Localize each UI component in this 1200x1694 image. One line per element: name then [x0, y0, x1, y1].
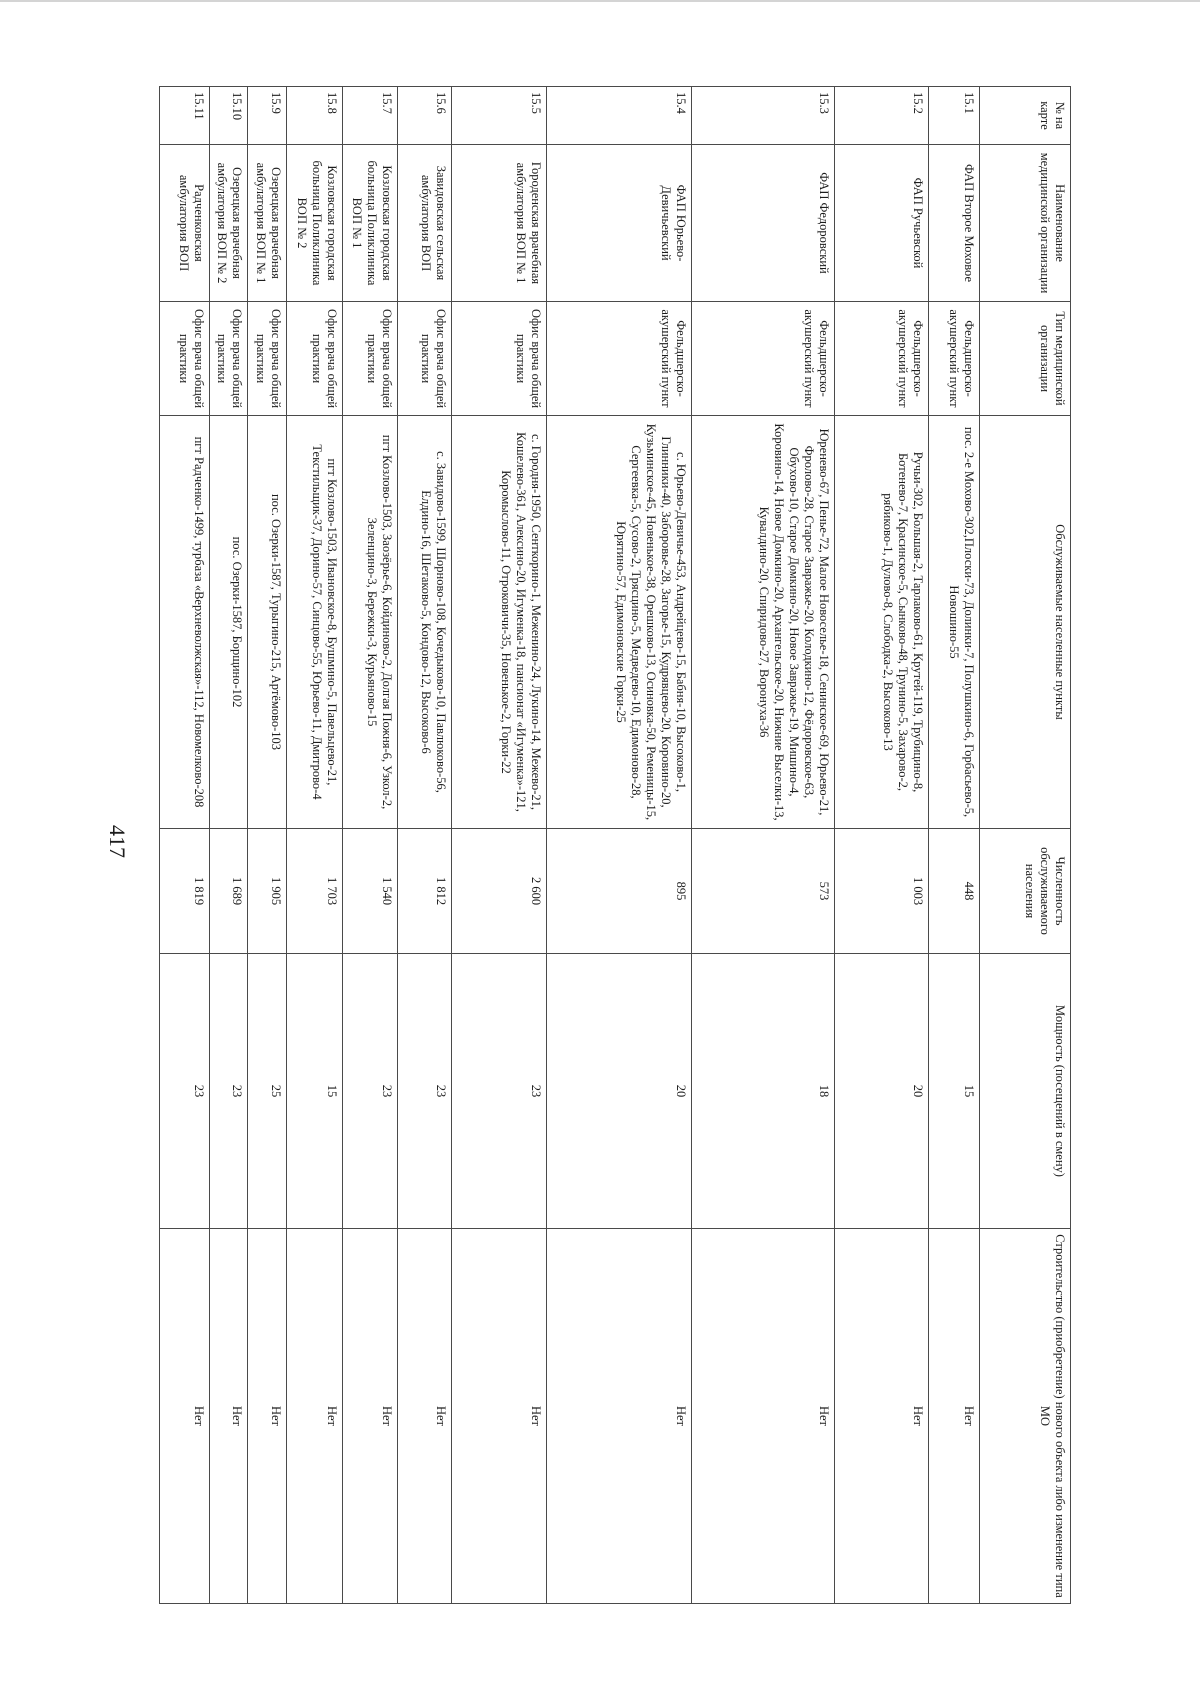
table-row — [452, 87, 547, 1604]
cell-points: пгт Козлово-1503, Ивановское-8, Бушмино-5, Павельцево-21, Текстильщик-37, Дорино-57, Синцово-55, Юрьево-11, Дмитрово-4 — [287, 416, 343, 829]
medical-organizations-table — [159, 86, 1071, 1604]
cell-capacity: 20 — [547, 954, 692, 1229]
cell-type: Офис врача общей практики — [248, 302, 287, 416]
cell-name: Завидовская сельская амбулатория ВОП — [398, 145, 452, 302]
cell-population: 1 540 — [343, 829, 398, 954]
table-header-row — [980, 87, 1071, 1604]
cell-num: 15.4 — [547, 87, 692, 145]
cell-num: 15.11 — [160, 87, 210, 145]
cell-points: пгт Радченко-1499, турбаза «Верхневолжская»-112, Новомелково-208 — [160, 416, 210, 829]
cell-points: с. Юрьево-Девичье-453, Андрейцево-15, Бабня-10, Высоково-1, Глинники-40, Заборовье-28, Загорье-15, Кудрявцево-20, Коровино-20, Кузьминское-45, Новенькое-38, Орешково-13, Осиновка-50, Ременицы-15, Сергеевка-5, Сусово-2, Трясцино-5, Медведево-10, Едимоново-28, Юрятино-57, Едимоновские Горки-25 — [547, 416, 692, 829]
table-row — [547, 87, 692, 1604]
cell-capacity: 25 — [248, 954, 287, 1229]
cell-points: пос. Озерки-1587, Турыгино-215, Артёмово-103 — [248, 416, 287, 829]
cell-points: с. Городня-1950, Сенткорино-1, Меженино-24, Лукино-14, Межево-21, Кошелево-361, Алексино-20, Игуменка-18, пансионат «Игуменка»-121, Коромыслово-11, Отроковичи-35, Новенькое-2, Горки-22 — [452, 416, 547, 829]
cell-population: 448 — [929, 829, 980, 954]
header-points: Обслуживаемые населенные пункты — [980, 416, 1071, 829]
cell-construction: Нет — [452, 1229, 547, 1604]
header-type: Тип медицинской организации — [980, 302, 1071, 416]
cell-construction: Нет — [929, 1229, 980, 1604]
cell-construction: Нет — [287, 1229, 343, 1604]
cell-points: с. Завидово-1599, Шорново-108, Кочедыково-10, Павлюково-56, Елдино-16, Шетаково-5, Кондово-12, Высоково-6 — [398, 416, 452, 829]
cell-type: Офис врача общей практики — [160, 302, 210, 416]
header-capacity: Мощность (посещений в смену) — [980, 954, 1071, 1229]
cell-construction: Нет — [210, 1229, 248, 1604]
cell-points: пос. 2-е Мохово-302,Плоски-73, Долинки-7, Полушкино-6, Горбасьево-5, Новошино-55 — [929, 416, 980, 829]
table-row — [210, 87, 248, 1604]
cell-population: 895 — [547, 829, 692, 954]
cell-points: пос. Озерки-1587, Борщино-102 — [210, 416, 248, 829]
cell-capacity: 15 — [287, 954, 343, 1229]
table-row — [287, 87, 343, 1604]
cell-population: 1 003 — [835, 829, 929, 954]
cell-capacity: 23 — [343, 954, 398, 1229]
cell-points: Ручьи-302, Большая-2, Тарлаково-61, Крутей-119, Трубицино-8, Ботенево-7, Красинское-5, Сынково-48, Трунино-5, Захарово-2, рябиково-1, Дулово-8, Слободка-2, Высоково-13 — [835, 416, 929, 829]
cell-points: пгт Козлово-1503, Заозёрье-6, Койдиново-2, Долгая Пожня-6, Узкол-2, Зеленцино-3, Бережки-3, Курьяново-15 — [343, 416, 398, 829]
table-row — [343, 87, 398, 1604]
cell-capacity: 15 — [929, 954, 980, 1229]
cell-name: ФАП Ручьевской — [835, 145, 929, 302]
cell-type: Фельдшерско-акушерский пункт — [835, 302, 929, 416]
table-row — [835, 87, 929, 1604]
cell-type: Фельдшерско-акушерский пункт — [547, 302, 692, 416]
cell-construction: Нет — [692, 1229, 835, 1604]
cell-population: 1 905 — [248, 829, 287, 954]
cell-type: Офис врача общей практики — [287, 302, 343, 416]
cell-capacity: 23 — [452, 954, 547, 1229]
table-row — [929, 87, 980, 1604]
cell-capacity: 20 — [835, 954, 929, 1229]
cell-capacity: 23 — [160, 954, 210, 1229]
cell-construction: Нет — [160, 1229, 210, 1604]
cell-name: ФАП Второе Моховое — [929, 145, 980, 302]
cell-num: 15.1 — [929, 87, 980, 145]
cell-points: Юренево-67, Пенье-72, Малое Новоселье-18, Сенинское-69, Юрьево-21, Фролово-28, Старое Завражье-20, Колодкино-12, Фёдоровское-63, Обухово-10, Старое Домкино-20, Новое Завражье-19, Мишино-4, Коровино-14, Новое Домкино-20, Архангельское-20, Нижние Выселки-13, Кувалдино-20, Спиридово-27, Воронуха-36 — [692, 416, 835, 829]
cell-population: 1 819 — [160, 829, 210, 954]
page-number: 417 — [105, 825, 130, 858]
cell-num: 15.6 — [398, 87, 452, 145]
cell-name: ФАП Юрьево-Девичьевский — [547, 145, 692, 302]
cell-num: 15.3 — [692, 87, 835, 145]
cell-num: 15.10 — [210, 87, 248, 145]
cell-capacity: 23 — [398, 954, 452, 1229]
cell-type: Офис врача общей практики — [398, 302, 452, 416]
cell-name: Козловская городская больница Поликлиника ВОП № 2 — [287, 145, 343, 302]
cell-name: Озерецкая врачебная амбулатория ВОП № 1 — [248, 145, 287, 302]
cell-num: 15.8 — [287, 87, 343, 145]
cell-type: Фельдшерско-акушерский пункт — [929, 302, 980, 416]
cell-construction: Нет — [398, 1229, 452, 1604]
header-name: Наименование медицинской организации — [980, 145, 1071, 302]
header-num: № на карте — [980, 87, 1071, 145]
cell-num: 15.5 — [452, 87, 547, 145]
cell-name: Радченковская амбулатория ВОП — [160, 145, 210, 302]
cell-capacity: 18 — [692, 954, 835, 1229]
table-row — [692, 87, 835, 1604]
cell-capacity: 23 — [210, 954, 248, 1229]
cell-name: ФАП Федоровский — [692, 145, 835, 302]
cell-construction: Нет — [835, 1229, 929, 1604]
cell-population: 1 812 — [398, 829, 452, 954]
cell-population: 1 703 — [287, 829, 343, 954]
header-population: Численность обслуживаемого населения — [980, 829, 1071, 954]
cell-name: Городенская врачебная амбулатория ВОП № 1 — [452, 145, 547, 302]
cell-type: Офис врача общей практики — [343, 302, 398, 416]
table-row — [398, 87, 452, 1604]
rotated-table-container — [159, 86, 1071, 1604]
cell-construction: Нет — [547, 1229, 692, 1604]
cell-num: 15.7 — [343, 87, 398, 145]
cell-type: Офис врача общей практики — [452, 302, 547, 416]
cell-type: Офис врача общей практики — [210, 302, 248, 416]
cell-name: Озерецкая врачебная амбулатория ВОП № 2 — [210, 145, 248, 302]
header-construction: Строительство (приобретение) нового объекта либо изменение типа МО — [980, 1229, 1071, 1604]
table-row — [248, 87, 287, 1604]
cell-construction: Нет — [343, 1229, 398, 1604]
cell-num: 15.2 — [835, 87, 929, 145]
table-row — [160, 87, 210, 1604]
cell-name: Козловская городская больница Поликлиника ВОП № 1 — [343, 145, 398, 302]
cell-population: 1 689 — [210, 829, 248, 954]
cell-num: 15.9 — [248, 87, 287, 145]
cell-population: 573 — [692, 829, 835, 954]
cell-population: 2 600 — [452, 829, 547, 954]
cell-type: Фельдшерско-акушерский пункт — [692, 302, 835, 416]
cell-construction: Нет — [248, 1229, 287, 1604]
